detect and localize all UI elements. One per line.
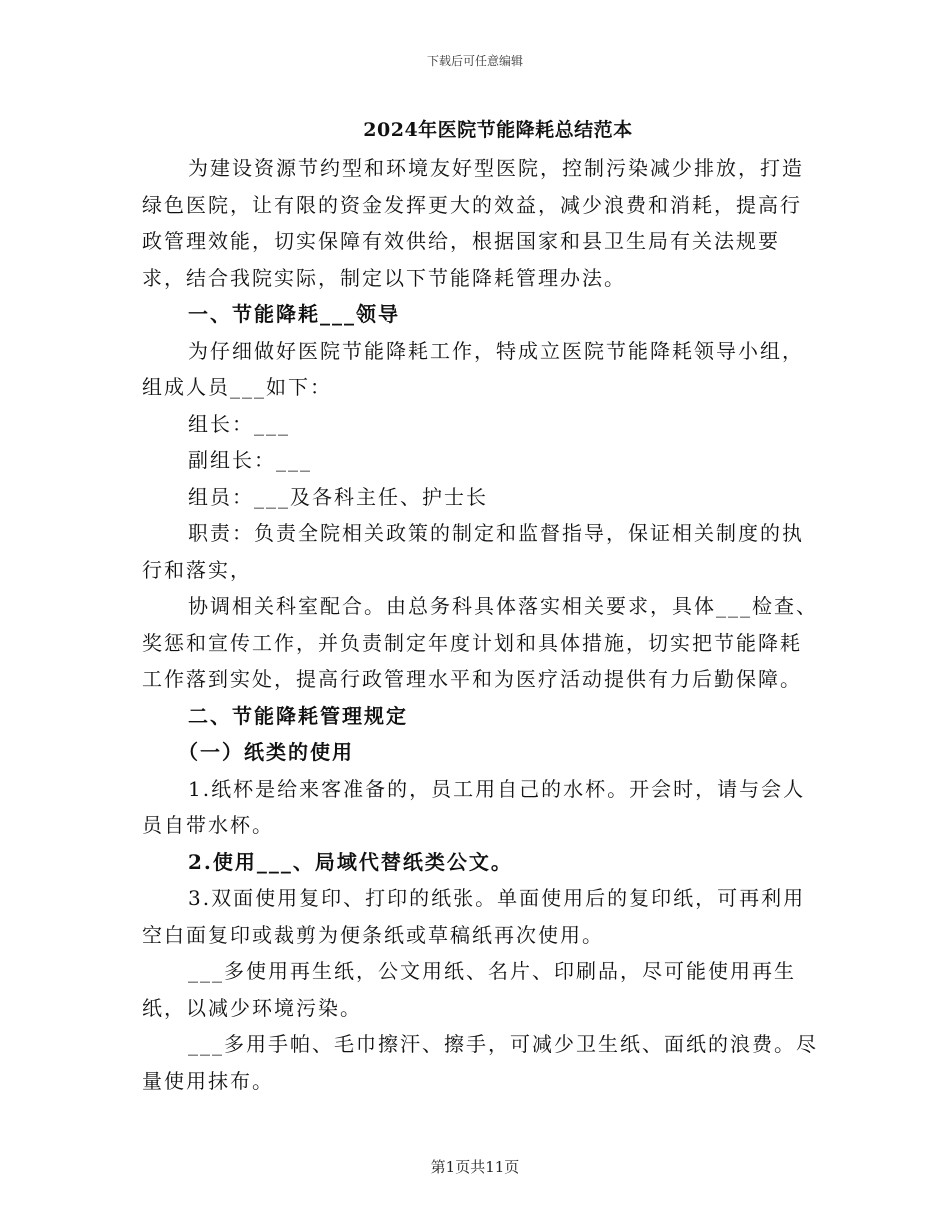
section-heading-1: 一、节能降耗___领导 — [188, 302, 400, 326]
list-item: ___多用手帕、毛巾擦汗、擦手，可减少卫生纸、面纸的浪费。尽量使用抹布。 — [142, 1032, 818, 1093]
list-item: 3.双面使用复印、打印的纸张。单面使用后的复印纸，可再利用空白面复印或裁剪为便条纸或草稿纸再次使用。 — [142, 886, 806, 947]
paragraph: 为仔细做好医院节能降耗工作，特成立医院节能降耗领导小组，组成人员___如下： — [142, 338, 804, 399]
list-item: 2.使用___、局域代替纸类公文。 — [188, 849, 513, 874]
paragraph-members: 组员：___及各科主任、护士长 — [188, 484, 488, 509]
document-title: 2024年医院节能降耗总结范本 — [363, 119, 633, 141]
document-body — [142, 150, 822, 1099]
header-note: 下载后可任意编辑 — [426, 54, 523, 68]
page-footer: 第1页共11页 — [430, 1158, 520, 1176]
section-heading-2: 二、节能降耗管理规定 — [188, 703, 408, 728]
subsection-heading-paper: （一）纸类的使用 — [178, 740, 354, 764]
list-item: ___多使用再生纸，公文用纸、名片、印刷品，尽可能使用再生纸，以减少环境污染。 — [142, 959, 796, 1020]
paragraph-leader: 组长：___ — [188, 411, 290, 436]
paragraph-intro: 为建设资源节约型和环境友好型医院，控制污染减少排放，打造绿色医院，让有限的资金发挥更大的效益，减少浪费和消耗，提高行政管理效能，切实保障有效供给，根据国家和县卫生局有关法规要求，结合我院实际，制定以下节能降耗管理办法。 — [142, 156, 804, 290]
paragraph-deputy-leader: 副组长：___ — [188, 448, 312, 472]
paragraph: 协调相关科室配合。由总务科具体落实相关要求，具体___检查、奖惩和宣传工作，并负责制定年度计划和具体措施，切实把节能降耗工作落到实处，提高行政管理水平和为医疗活动提供有力后勤保障。 — [142, 594, 818, 691]
paragraph-duties: 职责：负责全院相关政策的制定和监督指导，保证相关制度的执行和落实， — [142, 521, 804, 582]
list-item: 1.纸杯是给来客准备的，员工用自己的水杯。开会时，请与会人员自带水杯。 — [142, 776, 806, 837]
